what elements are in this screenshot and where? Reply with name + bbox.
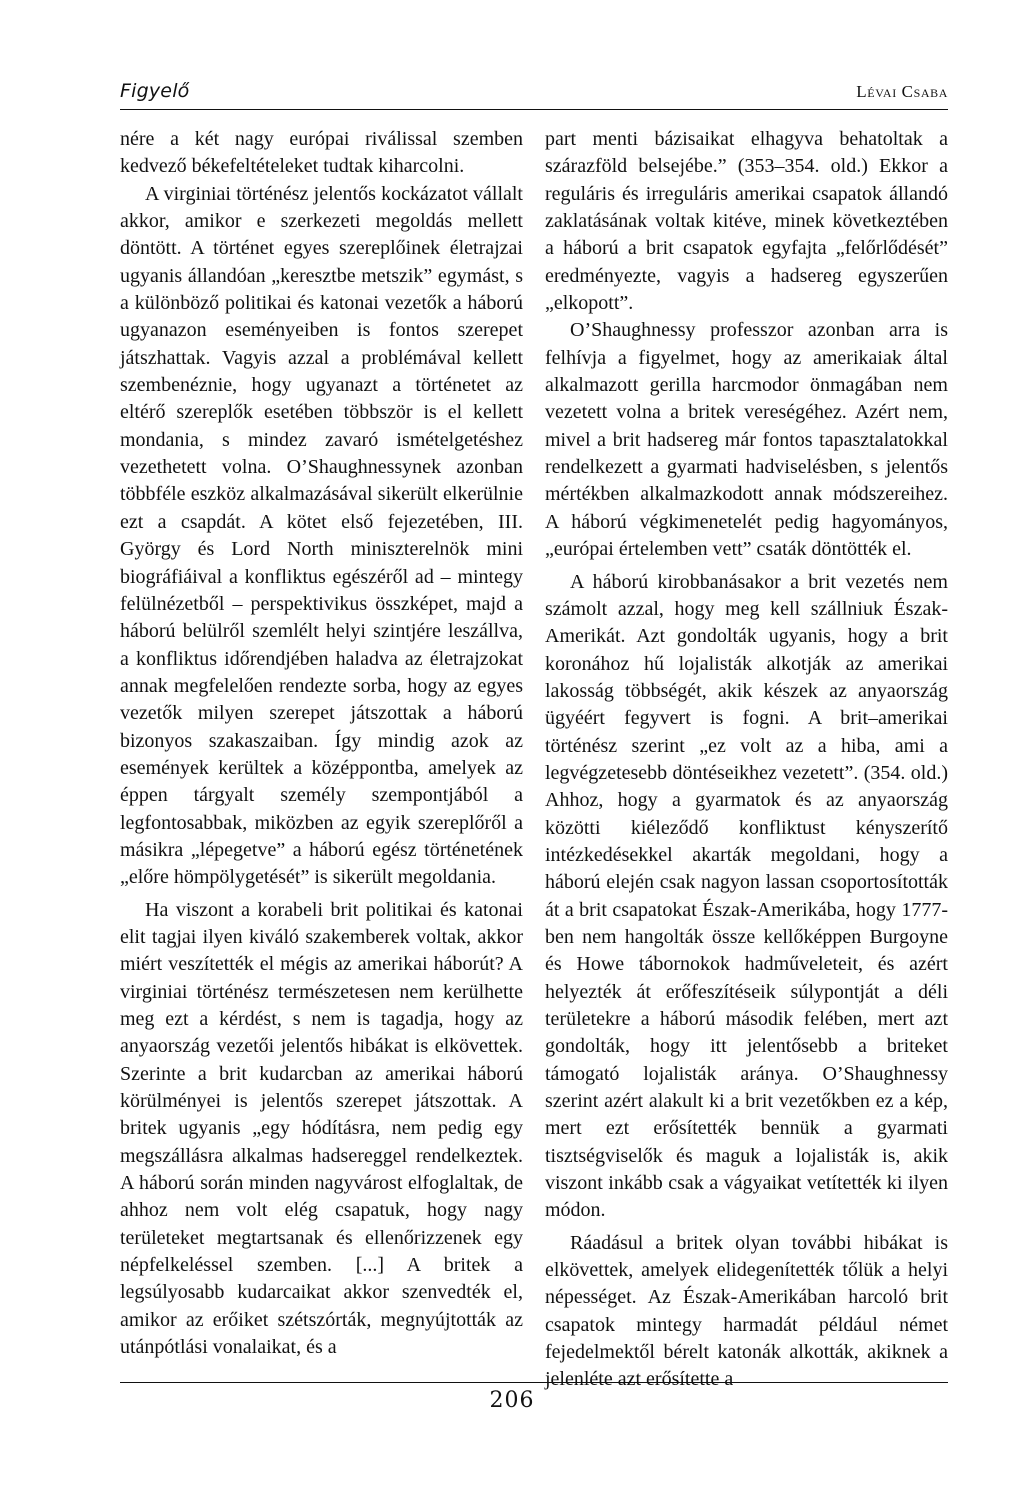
paragraph: O’Shaughnessy professzor azonban arra is felhívja a figyelmet, hogy az amerikaiak által alkalmazott gerilla harcmodor önmagában nem vezetett volna a britek vereségéhez. Azért nem, mivel a brit hadsereg már fontos tapasztalatokkal rendelkezett a gyarmati hadviselésben, s jelentős mértékben alkalmazkodott annak módszereihez. A háború végkimenetelét pedig hagyományos, „európai értelemben vett” csaták döntötték el.: [545, 319, 948, 561]
section-title: Figyelő: [120, 80, 190, 102]
page-number: 206: [489, 1388, 535, 1413]
running-header: [120, 78, 948, 108]
right-text-column: [545, 126, 948, 1394]
paragraph: A virginiai történész jelentős kockázatot vállalt akkor, amikor e szerkezeti megoldás mellett döntött. A történet egyes szereplőinek életrajzai ugyanis állandóan „keresztbe metszik” egymást, s a különböző politikai és katonai vezetők a háború ugyanazon eseményeiben is fontos szerepet játszhattak. Vagyis azzal a problémával kellett szembenéznie, hogy ugyanazt a történetet az eltérő szereplők esetében többször is el kellett mondania, s mindez zavaró ismételgetéshez vezethetett volna. O’Shaughnessynek azonban többféle eszköz alkalmazásával sikerült elkerülnie ezt a csapdát. A kötet első fejezetében, III. György és Lord North miniszterelnök mini biográfiáival a konfliktus egészéről ad – mintegy felülnézetből – perspektivikus összképet, majd a háború belülről szemlélt helyi szintjére leszállva, a konfliktus időrendjében haladva az életrajzokat annak megfelelően rendezte sorba, hogy az egyes vezetők milyen szerepet játszottak a háború bizonyos szakaszaiban. Így mindig azok az események kerültek a középpontba, amelyek az éppen tárgyalt személy szempontjából a legfontosabbak, miközben az egyik szereplőről a másikra „lépegetve” a háború egész történetének „előre hömpölygetését” is sikerült megoldania.: [120, 182, 523, 889]
paragraph: Ha viszont a korabeli brit politikai és katonai elit tagjai ilyen kiváló szakemberek voltak, akkor miért veszítették el mégis az amerikai háborút? A virginiai történész természetesen nem kerülhette meg ezt a kérdést, s nem is tagadja, hogy az anyaország vezetői jelentős hibákat is elkövettek. Szerinte a brit kudarcban az amerikai háború körülményei is jelentős szerepet játszottak. A britek ugyanis „egy hódításra, nem pedig egy megszállásra alkalmas hadsereggel rendelkeztek. A háború során minden nagyvárost elfoglaltak, de ahhoz nem volt elég csapatuk, hogy nagy területeket megtartsanak és ellenőrizzenek egy népfelkeléssel szemben. [...] A britek a legsúlyosabb kudarcaikat akkor szenvedték el, amikor az erőiket szétszórták, megnyújtották az utánpótlási vonalaikat, és a: [120, 898, 523, 1359]
paragraph: Ráadásul a britek olyan további hibákat is elkövettek, amelyek elidegenítették tőlük a helyi népességet. Az Észak-Amerikában harcoló brit csapatok mintegy harmadát például német fejedelmektől bérelt katonák alkották, akiknek a jelenléte azt erősítette a: [545, 1231, 948, 1391]
paragraph: part menti bázisaikat elhagyva behatoltak a szárazföld belsejébe.” (353–354. old.) Ekkor a reguláris és irreguláris amerikai csapatok állandó zaklatásának voltak kitéve, minek következtében a háború a brit csapatok egyfajta „felőrlődését” eredményezte, vagyis a hadsereg egyszerűen „elkopott”.: [545, 128, 948, 315]
paragraph: A háború kirobbanásakor a brit vezetés nem számolt azzal, hogy meg kell szállniuk Észak-Amerikát. Azt gondolták ugyanis, hogy a brit koronához hű lojalisták alkotják az amerikai lakosság többségét, akik készek az anyaország ügyéért fegyvert is fogni. A brit–amerikai történész szerint „ez volt az a hiba, ami a legvégzetesebb döntéseikhez vezetett”. (354. old.) Ahhoz, hogy a gyarmatok és az anyaország közötti kiéleződő konfliktust kényszerítő intézkedésekkel akarták megoldani, hogy a háború elején csak nagyon lassan csoportosították át a brit csapatokat Észak-Amerikába, hogy 1777-ben nem hangolták össze kellőképpen Burgoyne és Howe tábornokok hadműveleteit, és azért helyezték át erőfeszítéseik súlypontját a déli területekre a háború második felében, mert azt gondolták, hogy itt jelentősebb a briteket támogató lojalisták aránya. O’Shaughnessy szerint azért alakult ki a brit vezetőkben ez a kép, mert ezt erősítették bennük a gyarmati tisztségviselők és maguk a lojalisták is, akik viszont inkább csak a vágyaikat vetítették ki ilyen módon.: [545, 570, 948, 1222]
paragraph: nére a két nagy európai riválissal szemben kedvező békefeltételeket tudtak kiharcolni.: [120, 128, 523, 178]
footer-divider: [120, 1382, 948, 1383]
left-text-column: [120, 126, 523, 1361]
author-name: Lévai Csaba: [856, 82, 948, 101]
header-divider: [120, 109, 948, 110]
